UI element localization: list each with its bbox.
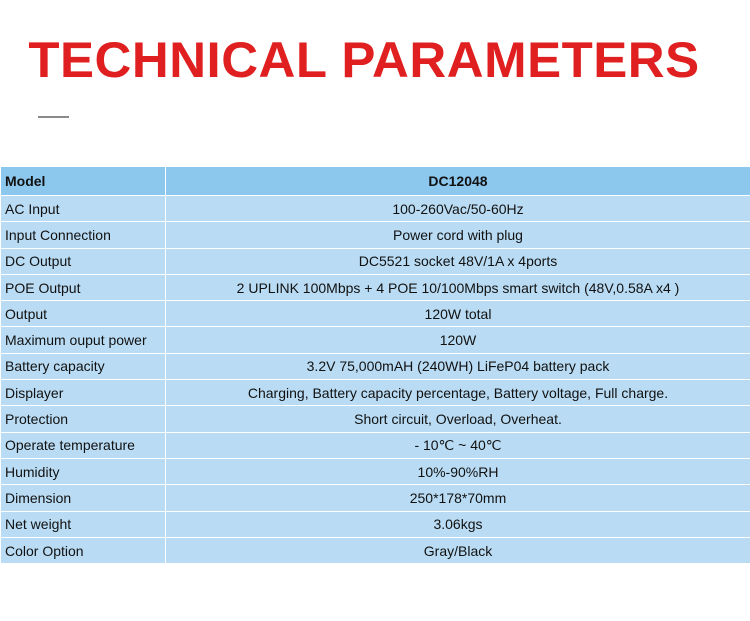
row-value: DC5521 socket 48V/1A x 4ports bbox=[166, 249, 750, 274]
row-label: AC Input bbox=[1, 196, 165, 221]
table-row bbox=[1, 222, 750, 247]
row-label: Color Option bbox=[1, 538, 165, 563]
table-row bbox=[1, 196, 750, 221]
table-row bbox=[1, 459, 750, 484]
row-label: POE Output bbox=[1, 275, 165, 300]
table-header-row bbox=[1, 167, 750, 195]
row-value: Gray/Black bbox=[166, 538, 750, 563]
row-label: Input Connection bbox=[1, 222, 165, 247]
row-label: DC Output bbox=[1, 249, 165, 274]
table-row bbox=[1, 538, 750, 563]
parameters-table bbox=[0, 166, 750, 564]
page-title: TECHNICAL PARAMETERS bbox=[28, 32, 700, 88]
row-label: Maximum ouput power bbox=[1, 327, 165, 352]
row-label: Humidity bbox=[1, 459, 165, 484]
row-value: 3.06kgs bbox=[166, 512, 750, 537]
header-value: DC12048 bbox=[166, 167, 750, 195]
table-row bbox=[1, 301, 750, 326]
row-value: 100-260Vac/50-60Hz bbox=[166, 196, 750, 221]
row-value: 2 UPLINK 100Mbps + 4 POE 10/100Mbps smart switch (48V,0.58A x4 ) bbox=[166, 275, 750, 300]
row-value: Short circuit, Overload, Overheat. bbox=[166, 406, 750, 431]
row-label: Battery capacity bbox=[1, 354, 165, 379]
table-row bbox=[1, 406, 750, 431]
table-row bbox=[1, 275, 750, 300]
row-value: 250*178*70mm bbox=[166, 485, 750, 510]
row-value: 120W total bbox=[166, 301, 750, 326]
row-label: Output bbox=[1, 301, 165, 326]
row-value: - 10℃ ~ 40℃ bbox=[166, 433, 750, 458]
table-row bbox=[1, 327, 750, 352]
row-label: Displayer bbox=[1, 380, 165, 405]
table-row bbox=[1, 512, 750, 537]
table-row bbox=[1, 249, 750, 274]
row-value: 3.2V 75,000mAH (240WH) LiFeP04 battery pack bbox=[166, 354, 750, 379]
row-value: 120W bbox=[166, 327, 750, 352]
header-label: Model bbox=[1, 167, 165, 195]
row-value: 10%-90%RH bbox=[166, 459, 750, 484]
table-row bbox=[1, 354, 750, 379]
row-value: Charging, Battery capacity percentage, Battery voltage, Full charge. bbox=[166, 380, 750, 405]
table-row bbox=[1, 485, 750, 510]
row-value: Power cord with plug bbox=[166, 222, 750, 247]
table-row bbox=[1, 433, 750, 458]
row-label: Dimension bbox=[1, 485, 165, 510]
row-label: Net weight bbox=[1, 512, 165, 537]
row-label: Operate temperature bbox=[1, 433, 165, 458]
row-label: Protection bbox=[1, 406, 165, 431]
title-divider bbox=[38, 116, 69, 118]
table-row bbox=[1, 380, 750, 405]
